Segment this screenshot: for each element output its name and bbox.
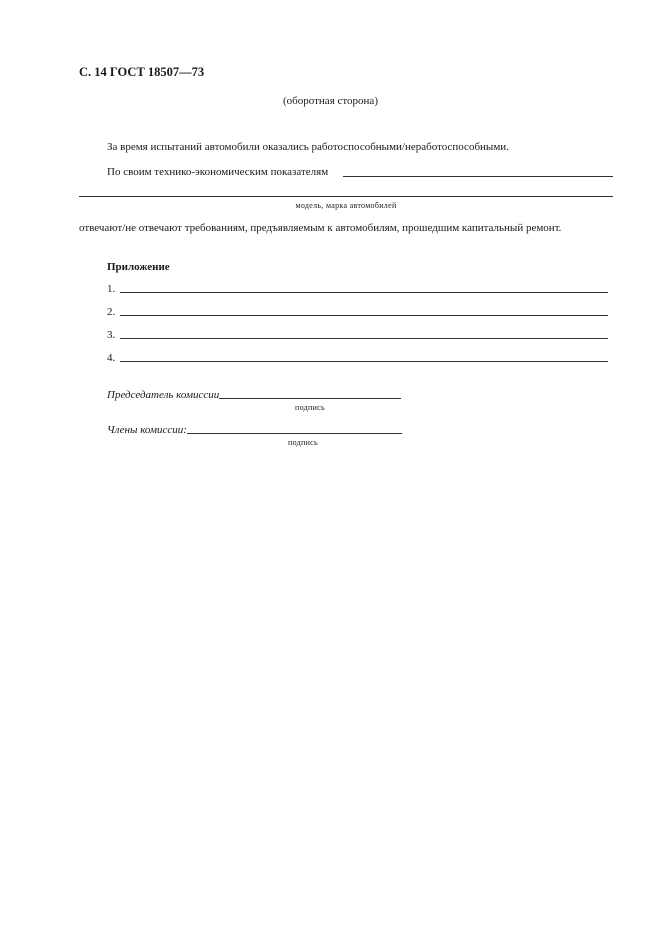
- appendix-item-number: 3.: [107, 329, 116, 341]
- appendix-item-number: 2.: [107, 306, 116, 318]
- chairman-label: Председатель комиссии: [107, 389, 220, 401]
- appendix-item-number: 4.: [107, 352, 116, 364]
- appendix-item-line[interactable]: [120, 338, 608, 339]
- members-signature-line[interactable]: [187, 433, 402, 434]
- model-fill-line[interactable]: [79, 196, 613, 197]
- appendix-item-line[interactable]: [120, 315, 608, 316]
- appendix-item-number: 1.: [107, 283, 116, 295]
- chairman-signature-line[interactable]: [219, 398, 401, 399]
- model-caption: модель, марка автомобилей: [295, 201, 397, 210]
- technical-fill-line[interactable]: [343, 176, 613, 177]
- appendix-title: Приложение: [107, 261, 170, 273]
- members-label: Члены комиссии:: [107, 424, 187, 436]
- statement-text: За время испытаний автомобили оказались работоспособными/неработоспособными.: [107, 141, 509, 153]
- appendix-item-line[interactable]: [120, 292, 608, 293]
- appendix-item-line[interactable]: [120, 361, 608, 362]
- chairman-signature-caption: подпись: [295, 403, 325, 412]
- technical-label: По своим технико-экономическим показателям: [107, 166, 329, 178]
- page-title: С. 14 ГОСТ 18507—73: [79, 65, 205, 79]
- conclusion-text: отвечают/не отвечают требованиям, предъявляемым к автомобилям, прошедшим капитальный ремонт.: [79, 222, 562, 234]
- members-signature-caption: подпись: [288, 438, 318, 447]
- subtitle: (оборотная сторона): [283, 95, 378, 107]
